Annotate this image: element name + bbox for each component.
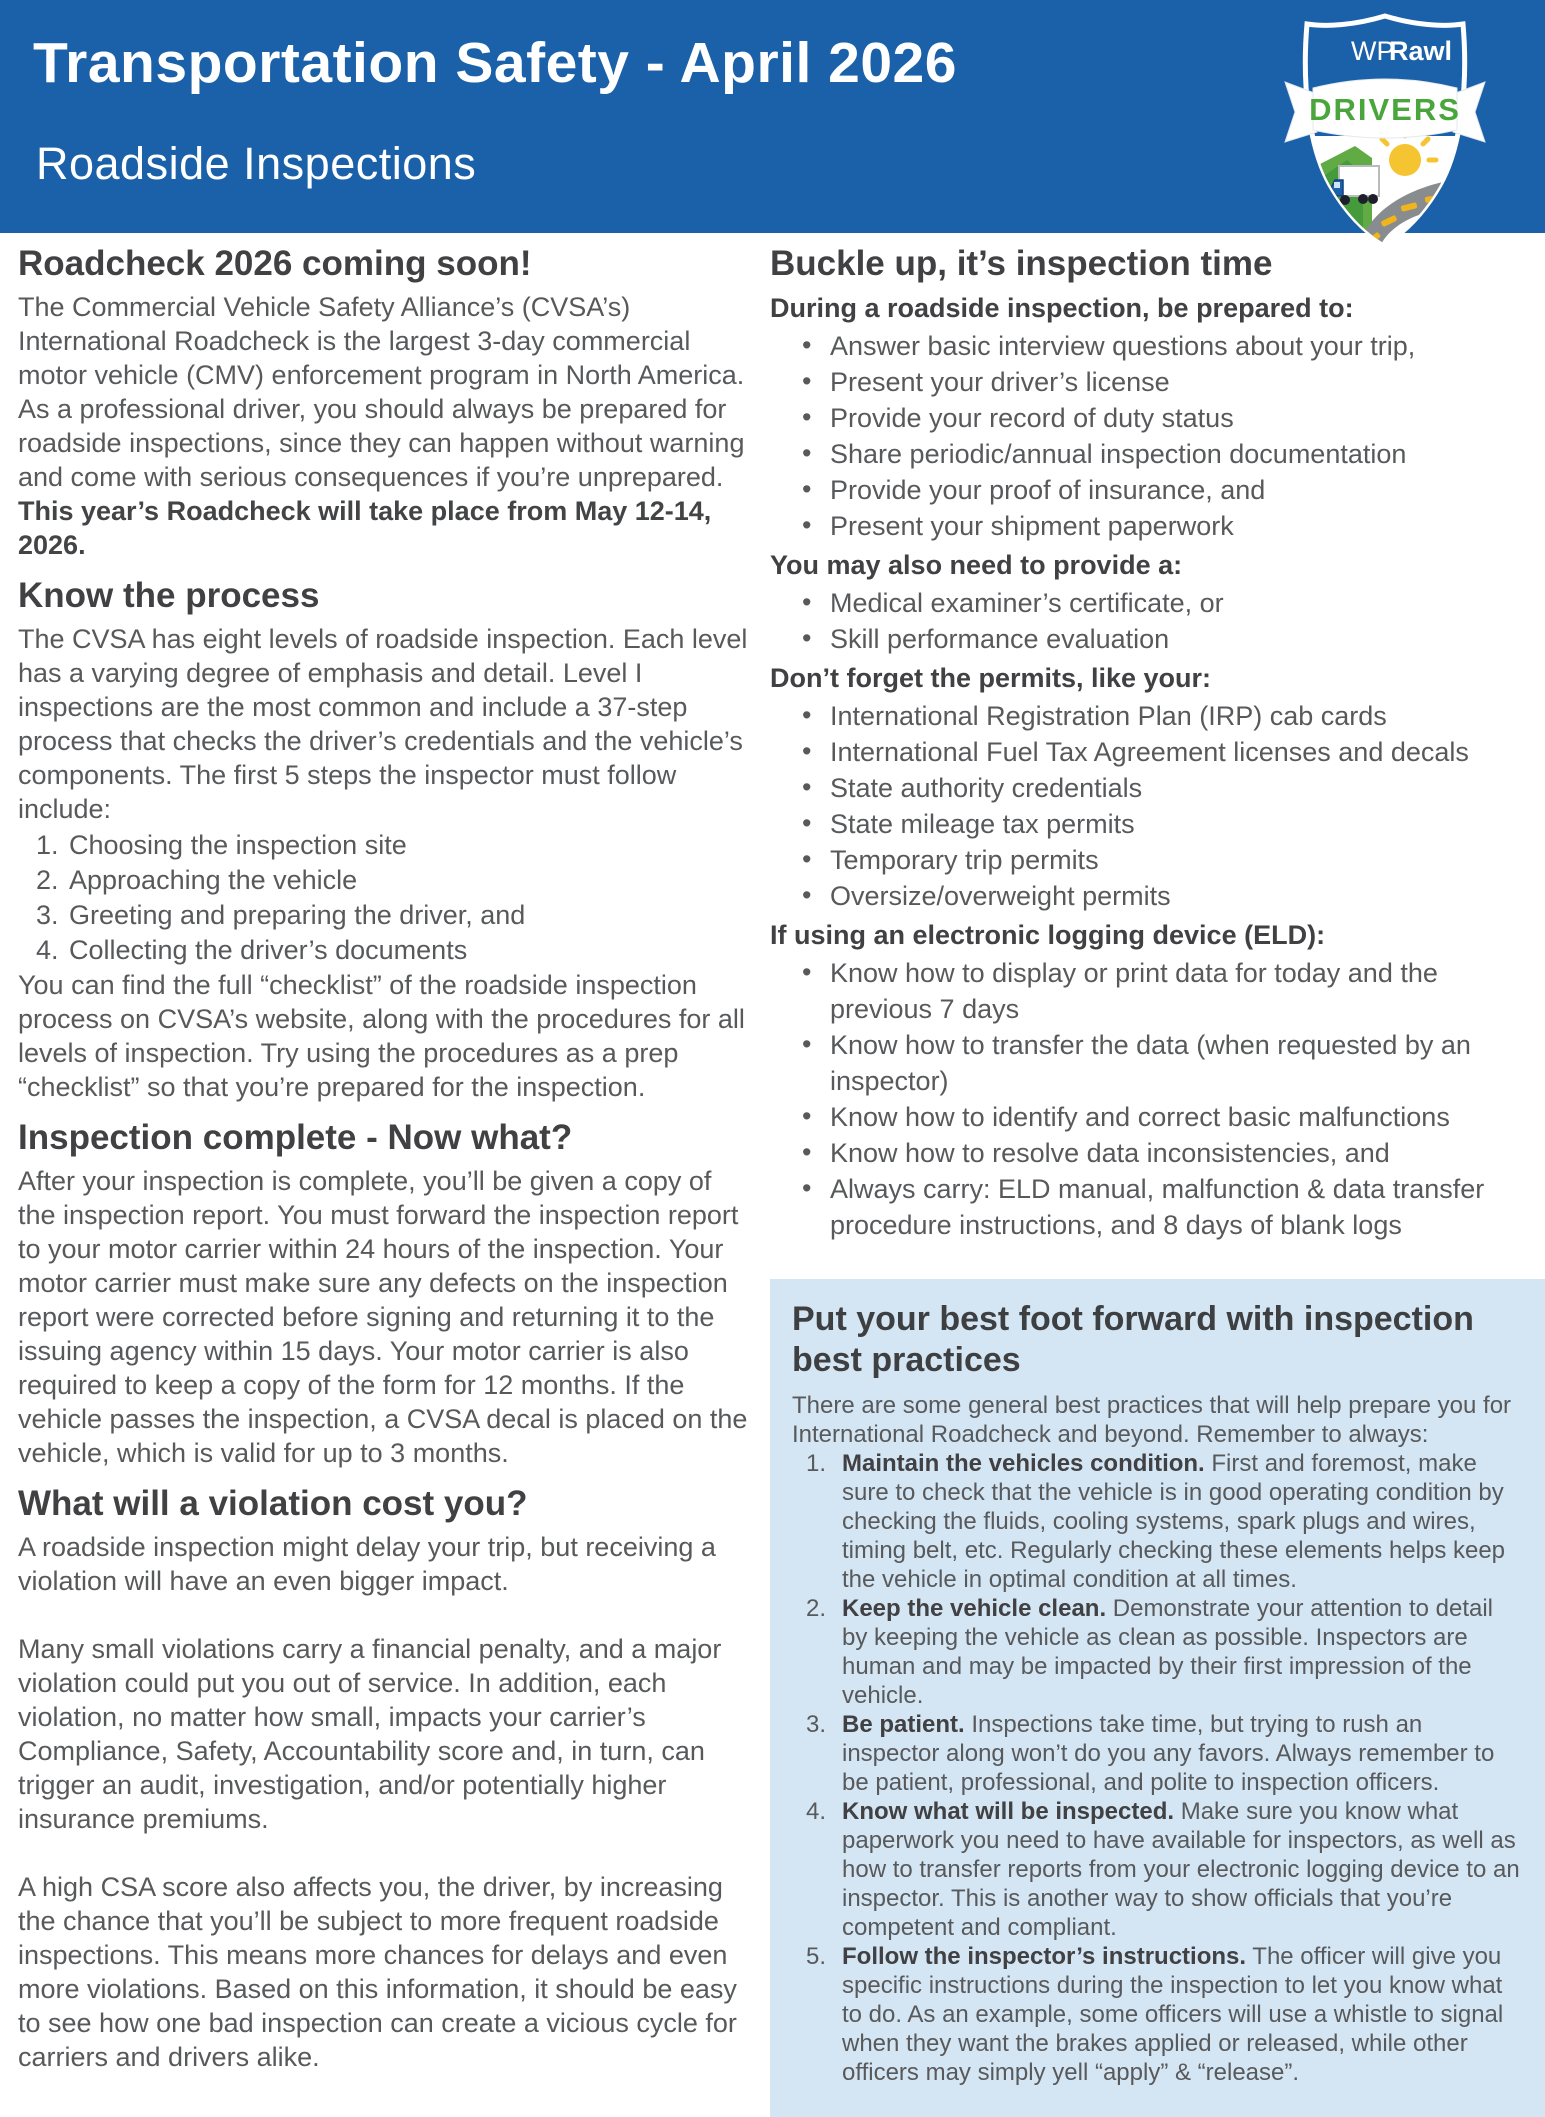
inspection-step-item: Greeting and preparing the driver, and	[69, 900, 526, 930]
bullet-item: • Know how to resolve data inconsistencies, and	[770, 1135, 1545, 1171]
permits-list	[770, 698, 1545, 914]
inspection-step-item: Choosing the inspection site	[69, 830, 407, 860]
violation-paragraph-3: A high CSA score also affects you, the driver, by increasing the chance that you’ll be subject to more frequent roadside inspections. This means more chances for delays and even more violations. Based on this information, it should be easy to see how one bad inspection can create a vicious cycle for carriers and drivers alike.	[18, 1872, 737, 2072]
bullet-item: • Skill performance evaluation	[770, 621, 1545, 657]
section-heading-complete: Inspection complete - Now what?	[18, 1118, 573, 1157]
bullet-item: • Present your driver’s license	[770, 364, 1545, 400]
sky-shape	[1297, 136, 1477, 254]
bullet-item: • Answer basic interview questions about your trip,	[770, 328, 1545, 364]
newsletter-header	[0, 0, 1545, 233]
best-practices-intro: There are some general best practices that will help prepare you for International Roadcheck and beyond. Remember to always:	[792, 1392, 1512, 1448]
best-practice-text: Make sure you know what paperwork you need to have available for inspectors, as well as how to transfer reports from your electronic logging device to an inspector. This is another way to show officials that you’re competent and compliant.	[842, 1798, 1520, 1941]
best-practices-box	[770, 1279, 1545, 2117]
bullet-item: • Provide your record of duty status	[770, 400, 1545, 436]
violation-paragraph-2: Many small violations carry a financial penalty, and a major violation could put you out of service. In addition, each violation, no matter how small, impacts your carrier’s Compliance, Safety, Accountability score and, in turn, can trigger an audit, investigation, and/or potentially higher insurance premiums.	[18, 1634, 722, 1834]
best-practice-text: First and foremost, make sure to check that the vehicle is in good operating condition by checking the fluids, cooling systems, spark plugs and wires, timing belt, etc. Regularly checking these elements helps keep the vehicle in optimal condition at all times.	[842, 1450, 1506, 1593]
violation-paragraph-1: A roadside inspection might delay your trip, but receiving a violation will have an even bigger impact.	[18, 1532, 716, 1596]
best-practice-item	[806, 1942, 1521, 2087]
group-label-eld: If using an electronic logging device (ELD):	[770, 920, 1326, 950]
best-practice-lead: Keep the vehicle clean.	[842, 1595, 1107, 1622]
roadcheck-dates-bold: This year’s Roadcheck will take place from May 12-14, 2026.	[18, 496, 712, 560]
bullet-item: • Provide your proof of insurance, and	[770, 472, 1545, 508]
bullet-item: • Temporary trip permits	[770, 842, 1545, 878]
complete-paragraph: After your inspection is complete, you’ll be given a copy of the inspection report. You must forward the inspection report to your motor carrier within 24 hours of the inspection. Your motor carrier must make sure any defects on the inspection report were corrected before signing and returning it to the issuing agency within 15 days. Your motor carrier is also required to keep a copy of the form for 12 months. If the vehicle passes the inspection, a CVSA decal is placed on the vehicle, which is valid for up to 3 months.	[18, 1166, 748, 1468]
prepared-list	[770, 328, 1545, 544]
bullet-item: • State authority credentials	[770, 770, 1545, 806]
bullet-item: • Know how to transfer the data (when requested by an inspector)	[770, 1027, 1545, 1099]
left-column	[18, 244, 750, 2074]
best-practice-text: The officer will give you specific instructions during the inspection to let you know what to do. As an example, some officers will use a whistle to signal when they want the brakes applied or released, while other officers may simply yell “apply” & “release”.	[842, 1943, 1504, 2086]
best-practice-lead: Maintain the vehicles condition.	[842, 1450, 1205, 1477]
best-practice-text: Demonstrate your attention to detail by keeping the vehicle as clean as possible. Inspectors are human and may be impacted by their first impression of the vehicle.	[842, 1595, 1494, 1709]
bullet-item: • International Fuel Tax Agreement licenses and decals	[770, 734, 1545, 770]
bullet-item: • Know how to identify and correct basic malfunctions	[770, 1099, 1545, 1135]
logo-banner-text: DRIVERS	[1309, 92, 1461, 127]
best-practices-list	[792, 1449, 1521, 2087]
checklist-paragraph: You can find the full “checklist” of the roadside inspection process on CVSA’s website, along with the procedures for all levels of inspection. Try using the procedures as a prep “checklist” so that you’re prepared for the inspection.	[18, 970, 745, 1102]
right-column	[770, 244, 1545, 2117]
inspection-step-item: Collecting the driver’s documents	[69, 935, 468, 965]
bullet-item: • Always carry: ELD manual, malfunction & data transfer procedure instructions, and 8 days of blank logs	[770, 1171, 1545, 1243]
svg-text:WP: WP	[1351, 36, 1395, 66]
bullet-item: • State mileage tax permits	[770, 806, 1545, 842]
section-heading-process: Know the process	[18, 576, 320, 615]
group-label-also-provide: You may also need to provide a:	[770, 550, 1183, 580]
best-practice-lead: Follow the inspector’s instructions.	[842, 1943, 1247, 1970]
best-practice-item	[806, 1594, 1521, 1710]
section-heading-roadcheck: Roadcheck 2026 coming soon!	[18, 244, 532, 283]
page-title: Transportation Safety - April 2026	[33, 31, 957, 95]
bullet-item: • Know how to display or print data for today and the previous 7 days	[770, 955, 1545, 1027]
bullet-item: • Medical examiner’s certificate, or	[770, 585, 1545, 621]
best-practice-item	[806, 1710, 1521, 1797]
inspection-step-item: Approaching the vehicle	[69, 865, 358, 895]
also-provide-list	[770, 585, 1545, 657]
bullet-item: • Present your shipment paperwork	[770, 508, 1545, 544]
group-label-permits: Don’t forget the permits, like your:	[770, 663, 1212, 693]
drivers-logo	[1277, 8, 1493, 256]
best-practices-heading: Put your best foot forward with inspection best practices	[792, 1300, 1474, 1379]
bullet-item: • Share periodic/annual inspection documentation	[770, 436, 1545, 472]
roadcheck-paragraph	[18, 290, 750, 562]
svg-text:Rawl: Rawl	[1389, 36, 1453, 66]
best-practice-text: Inspections take time, but trying to rush an inspector along won’t do you any favors. Always remember to be patient, professional, and polite to inspection officers.	[842, 1711, 1495, 1796]
bullet-item: • Oversize/overweight permits	[770, 878, 1545, 914]
best-practice-item	[806, 1797, 1521, 1942]
page-subtitle: Roadside Inspections	[36, 138, 477, 189]
section-heading-violation: What will a violation cost you?	[18, 1484, 528, 1523]
inspection-steps-list	[18, 828, 750, 968]
roadcheck-paragraph-text: The Commercial Vehicle Safety Alliance’s (CVSA’s) International Roadcheck is the largest 3-day commercial motor vehicle (CMV) enforcement program in North America. As a professional driver, you should always be prepared for roadside inspections, since they can happen without warning and come with serious consequences if you’re unprepared.	[18, 292, 745, 492]
group-label-prepared: During a roadside inspection, be prepared to:	[770, 293, 1354, 323]
best-practice-lead: Be patient.	[842, 1711, 965, 1738]
banner-ribbon	[1285, 79, 1485, 142]
best-practice-lead: Know what will be inspected.	[842, 1798, 1175, 1825]
best-practice-item	[806, 1449, 1521, 1594]
process-paragraph: The CVSA has eight levels of roadside inspection. Each level has a varying degree of emphasis and detail. Level I inspections are the most common and include a 37-step process that checks the driver’s credentials and the vehicle’s components. The first 5 steps the inspector must follow include:	[18, 624, 748, 824]
eld-list	[770, 955, 1545, 1243]
logo-brand-text	[1351, 36, 1452, 66]
bullet-item: • International Registration Plan (IRP) cab cards	[770, 698, 1545, 734]
section-heading-buckle-up: Buckle up, it’s inspection time	[770, 244, 1273, 283]
